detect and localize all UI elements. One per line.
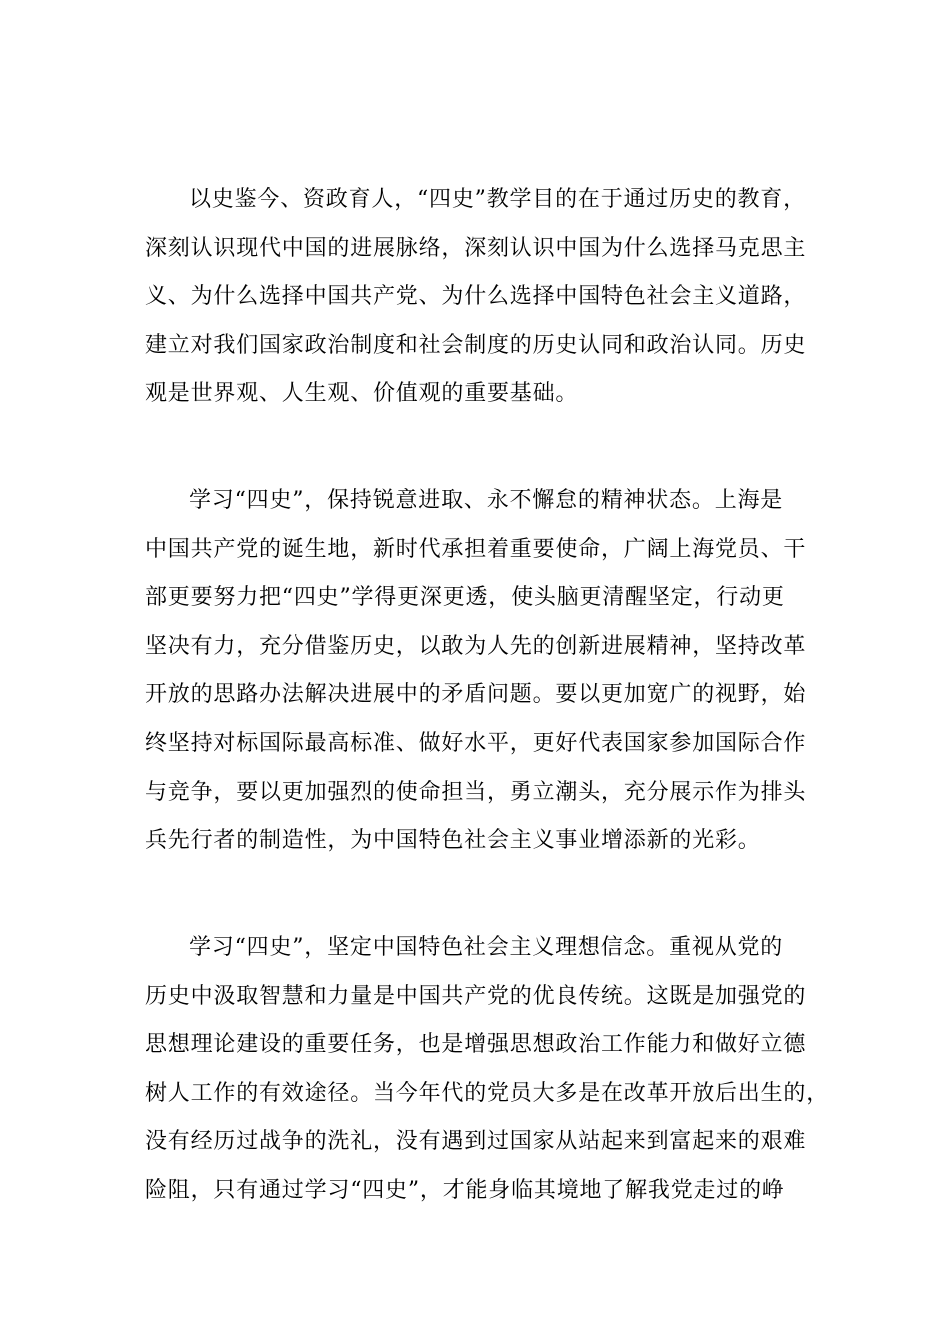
paragraph-1: [145, 176, 828, 419]
paragraph-2: [145, 477, 828, 866]
paragraph-line: 以史鉴今、资政育人，“四史”教学目的在于通过历史的教育，: [189, 187, 806, 212]
paragraph-line: 义、为什么选择中国共产党、为什么选择中国特色社会主义道路，: [145, 284, 807, 310]
paragraph-line: 部更要努力把“四史”学得更深更透，使头脑更清醒坚定，行动更: [145, 585, 785, 611]
paragraph-line: 学习“四史”，保持锐意进取、永不懈怠的精神状态。上海是: [189, 488, 784, 513]
paragraph-line: 与竞争，要以更加强烈的使命担当，勇立潮头，充分展示作为排头: [145, 779, 807, 805]
paragraph-line: 建立对我们国家政治制度和社会制度的历史认同和政治认同。历史: [145, 332, 807, 358]
paragraph-line: 险阻，只有通过学习“四史”，才能身临其境地了解我党走过的峥: [145, 1177, 785, 1203]
paragraph-line: 学习“四史”，坚定中国特色社会主义理想信念。重视从党的: [189, 935, 784, 960]
paragraph-line: 开放的思路办法解决进展中的矛盾问题。要以更加宽广的视野，始: [145, 682, 807, 708]
paragraph-line: 兵先行者的制造性，为中国特色社会主义事业增添新的光彩。: [145, 828, 761, 854]
paragraph-line: 思想理论建设的重要任务，也是增强思想政治工作能力和做好立德: [145, 1032, 807, 1058]
paragraph-line: 观是世界观、人生观、价值观的重要基础。: [145, 381, 579, 407]
paragraph-line: 终坚持对标国际最高标准、做好水平，更好代表国家参加国际合作: [145, 730, 807, 756]
paragraph-line: 没有经历过战争的洗礼，没有遇到过国家从站起来到富起来的艰难: [145, 1129, 807, 1155]
paragraph-line: 坚决有力，充分借鉴历史，以敢为人先的创新进展精神，坚持改革: [145, 633, 807, 659]
paragraph-line: 深刻认识现代中国的进展脉络，深刻认识中国为什么选择马克思主: [145, 235, 807, 261]
paragraph-3: [145, 924, 828, 1216]
paragraph-line: 历史中汲取智慧和力量是中国共产党的优良传统。这既是加强党的: [145, 983, 807, 1009]
paragraph-line: 树人工作的有效途径。当今年代的党员大多是在改革开放后出生的，: [145, 1080, 830, 1106]
paragraph-line: 中国共产党的诞生地，新时代承担着重要使命，广阔上海党员、干: [145, 536, 807, 562]
